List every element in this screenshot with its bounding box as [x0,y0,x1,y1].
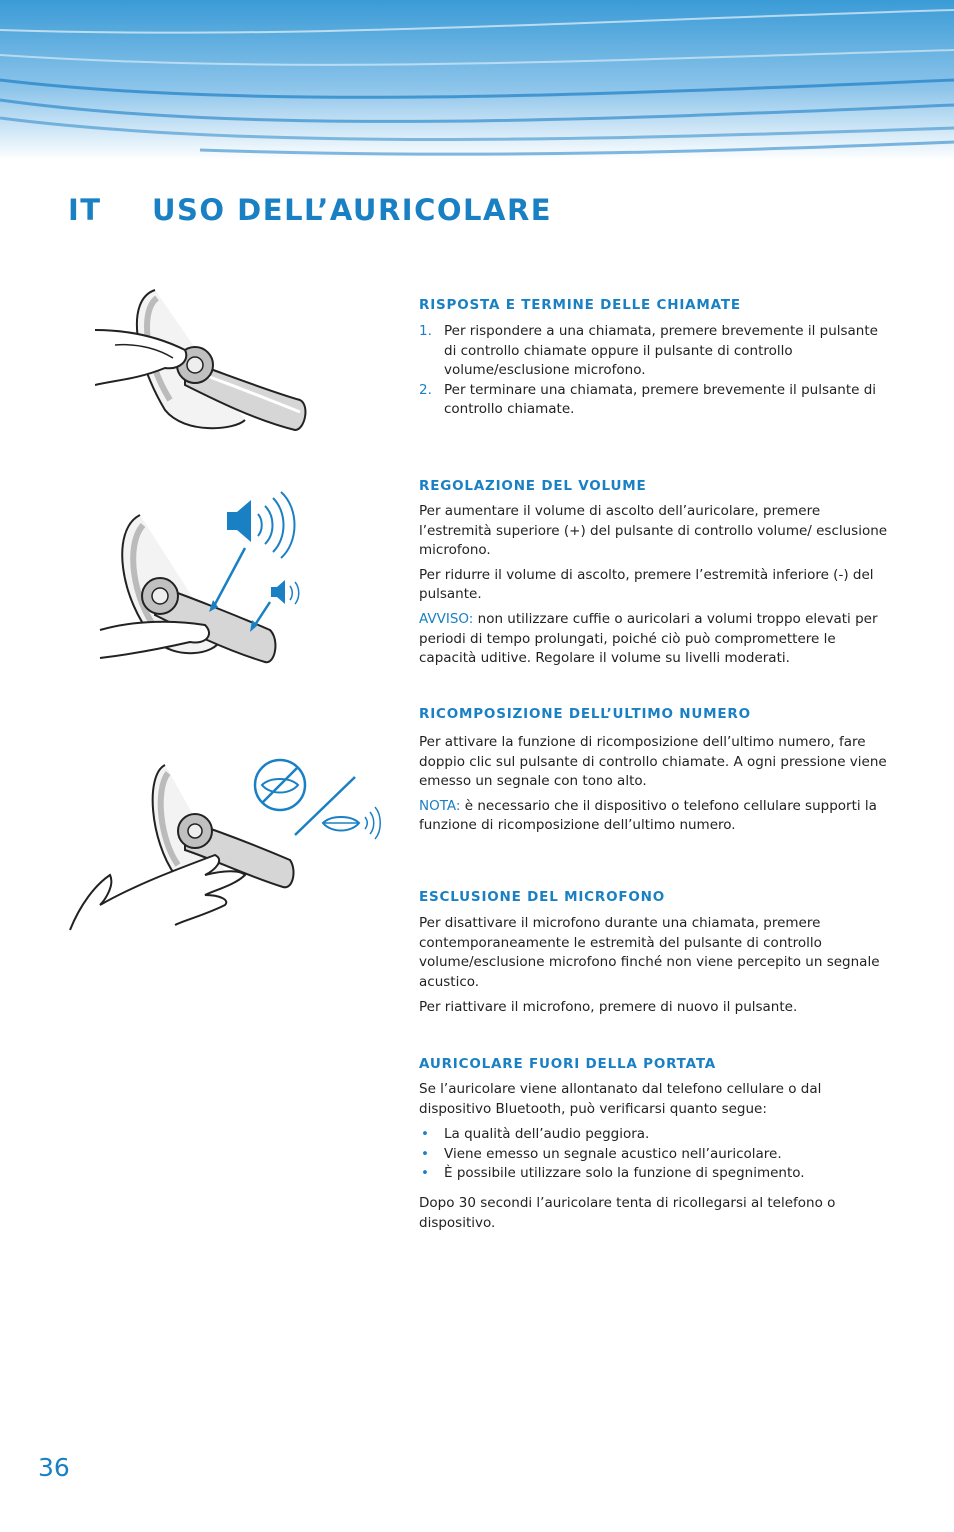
bullet-icon: • [421,1165,429,1182]
paragraph: Per ridurre il volume di ascolto, premere l’estremità inferiore (-) del pulsante. [419,566,874,603]
volume-illustration [95,490,315,670]
note-label: NOTA: [419,797,461,814]
note-text: è necessario che il dispositivo o telefono cellulare supporti la funzione di ricomposizione dell’ultimo numero. [419,797,877,834]
list-item [419,1164,891,1184]
answer-steps-list [419,322,891,420]
section-title: RISPOSTA E TERMINE DELLE CHIAMATE [419,297,741,313]
section-mute [419,887,891,1018]
step-text: Per rispondere a una chiamata, premere brevemente il pulsante di controllo chiamate oppure il pulsante di controllo volume/esclusione microfono. [444,323,878,379]
paragraph: Per attivare la funzione di ricomposizione dell’ultimo numero, fare doppio clic sul pulsante di controllo chiamate. A ogni pressione viene emesso un segnale con tono alto. [419,734,887,790]
step-number: 2. [419,381,432,398]
list-item [419,381,891,420]
redial-mute-illustration [65,755,385,955]
paragraph: Per aumentare il volume di ascolto dell’auricolare, premere l’estremità superiore (+) del pulsante di controllo volume/ esclusione microfono. [419,503,888,559]
page-heading [68,193,552,227]
range-bullet-list [419,1125,891,1184]
list-item [419,322,891,381]
bullet-text: Viene emesso un segnale acustico nell’auricolare. [444,1145,782,1162]
bullet-icon: • [421,1126,429,1143]
bullet-icon: • [421,1145,429,1162]
paragraph: Per riattivare il microfono, premere di nuovo il pulsante. [419,999,798,1016]
section-title: AURICOLARE FUORI DELLA PORTATA [419,1056,717,1072]
section-answer [419,295,891,420]
section-title: ESCLUSIONE DEL MICROFONO [419,889,666,905]
paragraph: Dopo 30 secondi l’auricolare tenta di ricollegarsi al telefono o dispositivo. [419,1194,836,1231]
page-title: USO DELL’AURICOLARE [152,193,553,227]
warning-paragraph [419,610,891,669]
section-volume [419,476,891,669]
note-paragraph [419,797,891,836]
bullet-text: È possibile utilizzare solo la funzione di spegnimento. [444,1165,805,1182]
step-text: Per terminare una chiamata, premere brevemente il pulsante di controllo chiamate. [444,381,877,418]
section-redial [419,704,891,836]
language-code: IT [68,193,102,227]
paragraph: Per disattivare il microfono durante una chiamata, premere contemporaneamente le estremità del pulsante di controllo volume/esclusione microfono finché non viene percepito un segnale acustico. [419,915,880,990]
answer-call-illustration [95,270,315,440]
paragraph: Se l’auricolare viene allontanato dal telefono cellulare o dal dispositivo Bluetooth, può verificarsi quanto segue: [419,1081,822,1117]
section-title: RICOMPOSIZIONE DELL’ULTIMO NUMERO [419,706,751,722]
section-range [419,1054,891,1233]
list-item [419,1125,891,1145]
section-title: REGOLAZIONE DEL VOLUME [419,478,647,494]
header-banner [0,0,954,160]
warning-label: AVVISO: [419,610,474,627]
bullet-text: La qualità dell’audio peggiora. [444,1126,650,1143]
step-number: 1. [419,323,432,339]
page-number: 36 [38,1453,70,1482]
warning-text: non utilizzare cuffie o auricolari a volumi troppo elevati per periodi di tempo prolungati, poiché ciò può compromettere le capacità uditive. Regolare il volume su livelli moderati. [419,610,878,667]
list-item [419,1145,891,1165]
